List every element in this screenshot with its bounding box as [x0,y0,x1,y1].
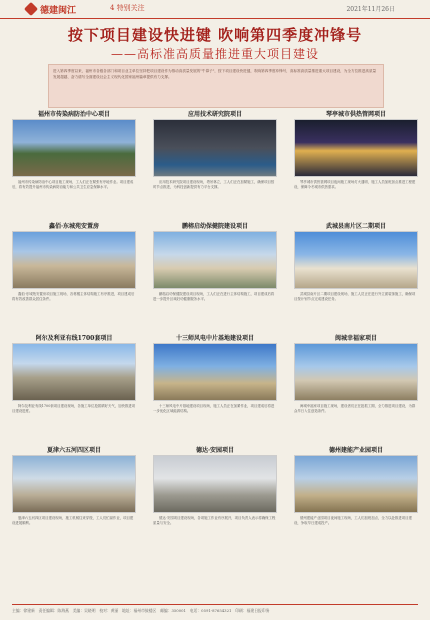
lead-paragraph: 进入第四季度以来，福州市各级各部门和项目业主单位坚持把项目建设作为推动高质量发展的"牛鼻子"，按下项目建设快进键，吹响第四季度冲锋号，高标准高质量推进重大项目建设，为全方位推进高质量发展超越、奋力谱写全面建设社会主义现代化国家福州篇章提供有力支撑。 [48,64,384,108]
article-caption: 鹏榕启幼保健院建设项目 [181,223,248,230]
page-number: 4 特别关注 [110,4,145,12]
article-photo [12,455,136,513]
article-block [12,334,136,424]
article-caption: 闽城幸福家项目 [334,335,377,342]
article-photo [153,455,277,513]
article-block [153,222,277,312]
article-block [294,222,418,312]
article-caption: 福州市传染病防治中心项目 [37,111,110,118]
article-text: 琴亭城市供热管网项目夜间施工现场灯火通明，施工人员加班加点推进工程建设，保障今冬城市供热需求。 [294,180,416,189]
article-caption: 十三师风电中片基地建设项目 [175,335,254,342]
article-block [294,110,418,200]
article-block [294,334,418,424]
article-text: 德达·安园项目建设现场，各项施工作业有序展开，项目负责人表示将确保工程质量与安全。 [153,516,276,525]
article-caption: 阿尔及利亚有线1700套项目 [35,335,113,342]
article-photo [294,343,418,401]
paper-name: 德建闽江 [40,6,77,16]
article-block [153,334,277,424]
article-photo [153,119,277,177]
article-block [153,446,277,536]
article-text: 阿尔及利亚有线1700套项目建设现场，各施工单位抢抓晴好天气，加快推进项目建设进度。 [12,404,136,413]
article-text: 鑫佰·东城苑安置房项目施工现场，各栋楼主体结构施工有序推进，项目建成后将有效改善群众居住条件。 [12,292,135,301]
article-block [294,446,418,536]
masthead [0,0,430,19]
article-text: 应用技术研究院项目建设现场，塔吊林立，工人们正在加紧施工，确保项目按时节点推进，为科技创新提供有力平台支撑。 [153,180,275,189]
article-caption: 武城县南片区二期项目 [325,223,386,230]
article-caption: 鑫佰·东城苑安置房 [48,223,100,230]
article-photo [294,119,418,177]
article-block [12,222,136,312]
article-photo [12,119,136,177]
article-caption: 德达·安园项目 [195,447,235,454]
article-photo [12,231,136,289]
article-caption: 夏津六五河四区项目 [46,447,101,454]
article-photo [153,343,277,401]
article-text: 闽城幸福家项目施工现场，建设者们正在抢抓工期，全力推进项目建设，为群众早日入住创造条件。 [294,404,416,413]
article-text: 武城县南片区二期项目建设现场，施工人员正在进行外立面装饰施工，确保项目按计划节点完成建设任务。 [294,292,416,301]
article-caption: 琴亭城市供热管网项目 [325,111,386,118]
page-footer: 主编：徐建新 责任编辑：陈海燕 美编：吴晓明 校对：黄丽 地址：福州市鼓楼区 邮编：350001 电话：0591-87654321 印刷：福建日报印务 [12,604,418,614]
article-caption: 应用技术研究院项目 [187,111,242,118]
article-photo [153,231,277,289]
article-text: 十三师风电中片基地建设项目现场，施工人员正在加紧作业，项目建成后将进一步优化区域能源结构。 [153,404,275,413]
article-block [12,110,136,200]
article-text: 福州市传染病防治中心项目施工现场，工人们正在紧张有序地作业。项目建成后，将有效提升福州市传染病防治能力和公共卫生应急保障水平。 [12,180,134,189]
subheadline: ——高标准高质量推进重大项目建设 [110,47,319,61]
article-caption: 德州建能产业园项目 [328,447,383,454]
article-block [12,446,136,536]
article-photo [294,231,418,289]
article-text: 德州建能产业园项目夜间施工现场，工人们加班加点，全力以赴推进项目建设，争取早日建成投产。 [294,516,412,525]
issue-date: 2021年11月26日 [346,6,395,13]
article-photo [294,455,418,513]
article-photo [12,343,136,401]
newspaper-logo-icon [24,2,38,16]
article-text: 鹏榕启幼保健院建设项目现场，工人们正在进行主体结构施工，项目建成后将进一步提升区域妇幼健康服务水平。 [153,292,275,301]
article-block [153,110,277,200]
article-text: 夏津六五河四区项目建设现场，施工机械往来穿梭，工人们忙碌作业，项目建设进展顺利。 [12,516,134,525]
headline: 按下项目建设快进键 吹响第四季度冲锋号 [67,26,363,44]
